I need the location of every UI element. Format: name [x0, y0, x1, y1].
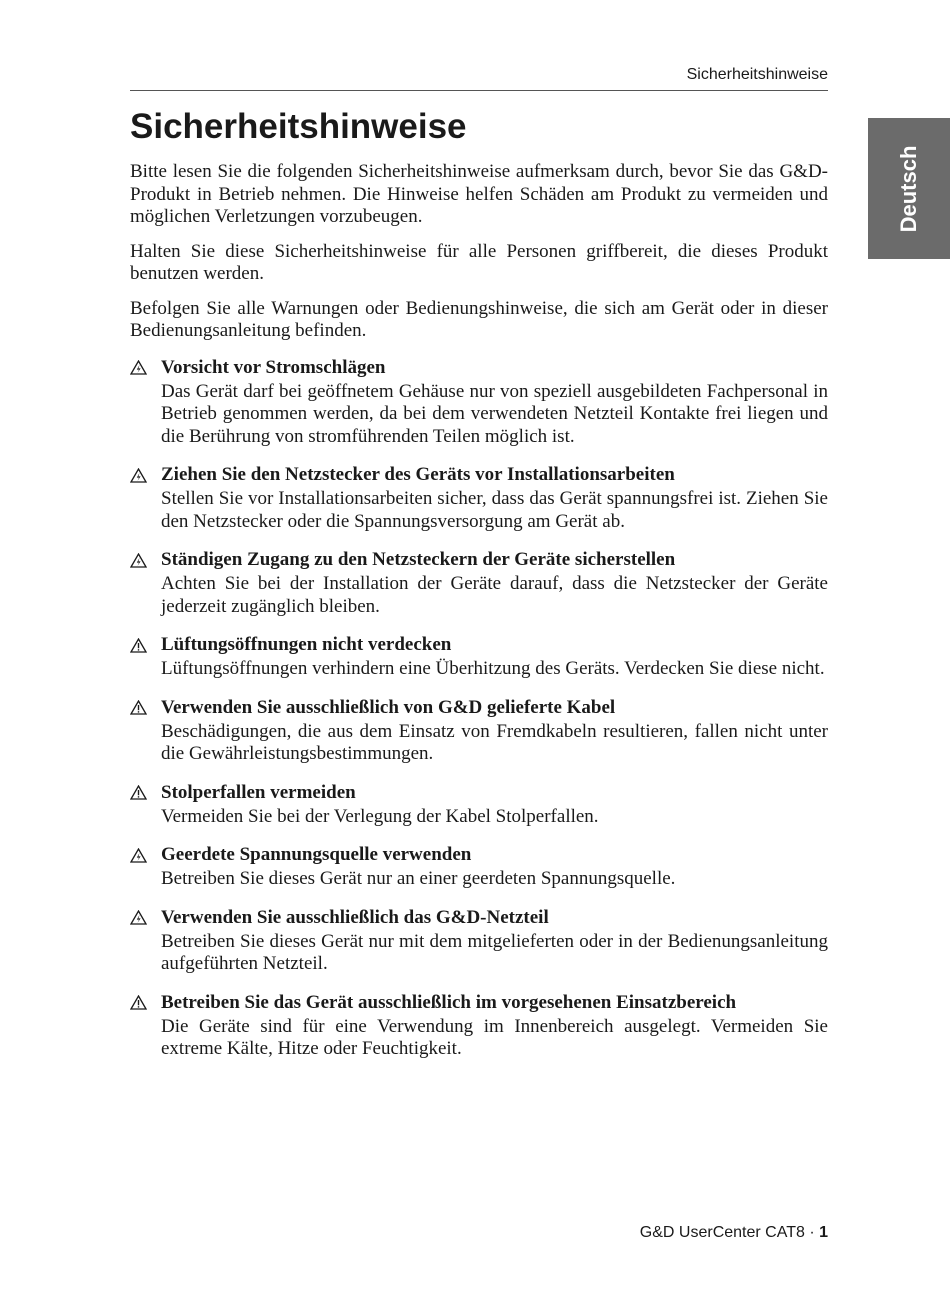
- warning-item: [130, 355, 828, 449]
- intro-paragraph: Befolgen Sie alle Warnungen oder Bedienungshinweise, die sich am Gerät oder in dieser Bedienungsanleitung befinden.: [130, 297, 828, 341]
- warning-text: Stellen Sie vor Installationsarbeiten sicher, dass das Gerät spannungsfrei ist. Ziehen Sie den Netzstecker oder die Spannungsversorgung am Gerät ab.: [161, 488, 828, 532]
- intro-paragraph: Bitte lesen Sie die folgenden Sicherheitshinweise aufmerksam durch, bevor Sie das G&D-Produkt in Betrieb nehmen. Die Hinweise helfen Schäden am Produkt zu vermeiden und möglichen Verletzungen vorzubeugen.: [130, 161, 828, 227]
- warning-title: Betreiben Sie das Gerät ausschließlich im vorgesehenen Einsatzbereich: [161, 991, 737, 1013]
- warning-title: Vorsicht vor Stromschlägen: [161, 356, 386, 378]
- running-header: Sicherheitshinweise: [130, 66, 828, 91]
- intro-section: [130, 161, 828, 343]
- electric-warning-icon: [130, 468, 161, 483]
- language-tab-label: Deutsch: [896, 145, 921, 232]
- general-warning-icon: [130, 995, 161, 1010]
- electric-warning-icon: [130, 848, 161, 863]
- warning-text: Das Gerät darf bei geöffnetem Gehäuse nur von speziell ausgebildeten Fachpersonal in Betrieb genommen werden, da bei dem verwendeten Netzteil Kontakte frei liegen und die Berührung von stromführenden Teilen möglich ist.: [161, 380, 828, 447]
- warning-heading: [130, 990, 828, 1016]
- warning-list: [130, 355, 828, 1061]
- warning-text: Betreiben Sie dieses Gerät nur an einer geerdeten Spannungsquelle.: [161, 868, 676, 889]
- warning-item: [130, 905, 828, 976]
- page-title: Sicherheitshinweise: [130, 107, 467, 146]
- warning-title: Verwenden Sie ausschließlich von G&D gelieferte Kabel: [161, 696, 616, 718]
- general-warning-icon: [130, 785, 161, 800]
- intro-paragraph: Halten Sie diese Sicherheitshinweise für alle Personen griffbereit, die dieses Produkt benutzen werden.: [130, 240, 828, 284]
- warning-heading: [130, 547, 828, 573]
- warning-heading: [130, 462, 828, 488]
- warning-title: Verwenden Sie ausschließlich das G&D-Netzteil: [161, 906, 549, 928]
- warning-text: Lüftungsöffnungen verhindern eine Überhitzung des Geräts. Verdecken Sie diese nicht.: [161, 658, 825, 679]
- electric-warning-icon: [130, 360, 161, 375]
- language-tab: [868, 118, 950, 259]
- warning-item: [130, 632, 828, 681]
- electric-warning-icon: [130, 553, 161, 568]
- warning-item: [130, 990, 828, 1061]
- warning-title: Ständigen Zugang zu den Netzsteckern der Geräte sicherstellen: [161, 549, 676, 570]
- warning-text: Die Geräte sind für eine Verwendung im Innenbereich ausgelegt. Vermeiden Sie extreme Kälte, Hitze oder Feuchtigkeit.: [161, 1015, 828, 1059]
- warning-item: [130, 695, 828, 766]
- warning-title: Stolperfallen vermeiden: [161, 781, 356, 803]
- warning-heading: [130, 842, 828, 868]
- footer-product: G&D UserCenter CAT8 ·: [639, 1224, 820, 1241]
- warning-item: [130, 842, 828, 891]
- warning-item: [130, 780, 828, 829]
- page-content: [130, 104, 828, 1075]
- warning-text: Betreiben Sie dieses Gerät nur mit dem mitgelieferten oder in der Bedienungsanleitung aufgeführten Netzteil.: [161, 930, 828, 974]
- warning-text: Achten Sie bei der Installation der Geräte darauf, dass die Netzstecker der Geräte jederzeit zugänglich bleiben.: [161, 573, 828, 617]
- warning-heading: [130, 905, 828, 931]
- warning-title: Lüftungsöffnungen nicht verdecken: [161, 634, 452, 655]
- warning-heading: [130, 355, 828, 381]
- warning-item: [130, 547, 828, 618]
- page-footer: [130, 1224, 828, 1242]
- warning-title: Geerdete Spannungsquelle verwenden: [161, 844, 472, 865]
- warning-text: Beschädigungen, die aus dem Einsatz von Fremdkabeln resultieren, fallen nicht unter die Gewährleistungsbestimmungen.: [161, 720, 828, 764]
- warning-text: Vermeiden Sie bei der Verlegung der Kabel Stolperfallen.: [161, 805, 599, 827]
- electric-warning-icon: [130, 910, 161, 925]
- general-warning-icon: [130, 700, 161, 715]
- page-number: 1: [819, 1224, 828, 1241]
- warning-heading: [130, 780, 828, 806]
- warning-title: Ziehen Sie den Netzstecker des Geräts vor Installationsarbeiten: [161, 464, 675, 485]
- warning-heading: [130, 632, 828, 658]
- warning-heading: [130, 695, 828, 721]
- general-warning-icon: [130, 638, 161, 653]
- warning-item: [130, 462, 828, 533]
